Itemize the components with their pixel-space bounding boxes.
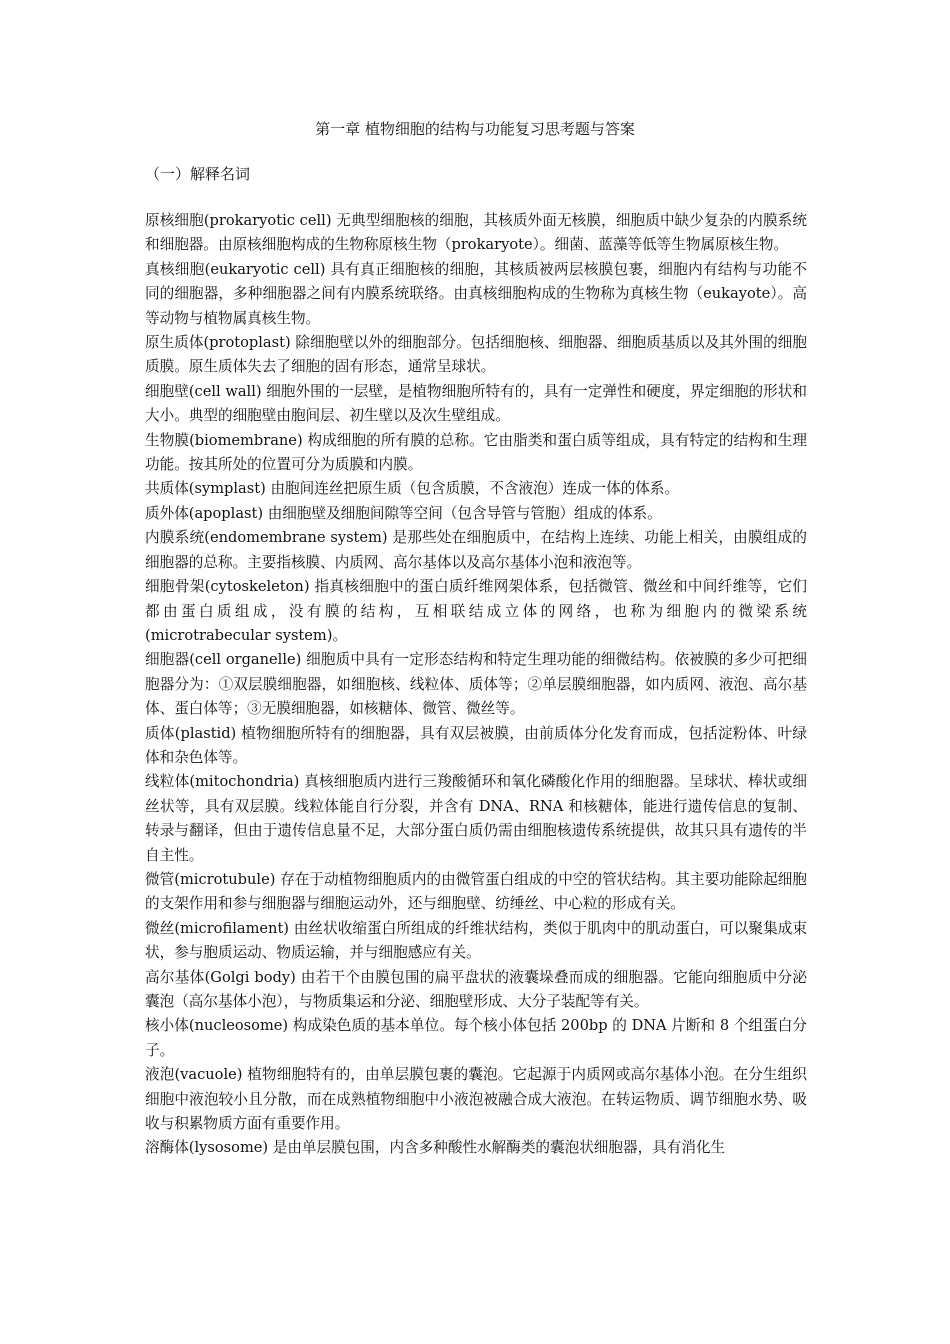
term-plastid: 质体(plastid) 植物细胞所特有的细胞器，具有双层被膜，由前质体分化发育而成，包括淀粉体、叶绿体和杂色体等。 bbox=[145, 724, 807, 766]
term-apoplast: 质外体(apoplast) 由细胞壁及细胞间隙等空间（包含导管与管胞）组成的体系。 bbox=[145, 504, 662, 522]
term-symplast: 共质体(symplast) 由胞间连丝把原生质（包含质膜，不含液泡）连成一体的体系。 bbox=[145, 480, 680, 498]
term-cell-organelle: 细胞器(cell organelle) 细胞质中具有一定形态结构和特定生理功能的细微结构。依被膜的多少可把细胞器分为：①双层膜细胞器，如细胞核、线粒体、质体等；②单层膜细胞器，如内质网、液泡、高尔基体、蛋白体等；③无膜细胞器，如核糖体、微管、微丝等。 bbox=[145, 651, 807, 718]
term-definitions bbox=[145, 209, 807, 1161]
term-prokaryotic-cell: 原核细胞(prokaryotic cell) 无典型细胞核的细胞，其核质外面无核膜，细胞质中缺少复杂的内膜系统和细胞器。由原核细胞构成的生物称原核生物（prokaryote）。细菌、蓝藻等低等生物属原核生物。 bbox=[145, 212, 807, 254]
term-microfilament: 微丝(microfilament) 由丝状收缩蛋白所组成的纤维状结构，类似于肌肉中的肌动蛋白，可以聚集成束状，参与胞质运动、物质运输，并与细胞感应有关。 bbox=[145, 919, 807, 962]
term-protoplast: 原生质体(protoplast) 除细胞壁以外的细胞部分。包括细胞核、细胞器、细胞质基质以及其外围的细胞质膜。原生质体失去了细胞的固有形态，通常呈球状。 bbox=[145, 334, 807, 376]
term-nucleosome: 核小体(nucleosome) 构成染色质的基本单位。每个核小体包括 200bp 的 DNA 片断和 8 个组蛋白分子。 bbox=[145, 1017, 807, 1059]
term-mitochondria: 线粒体(mitochondria) 真核细胞质内进行三羧酸循环和氧化磷酸化作用的细胞器。呈球状、棒状或细丝状等，具有双层膜。线粒体能自行分裂，并含有 DNA、RNA 和核糖体，能进行遗传信息的复制、转录与翻译，但由于遗传信息量不足，大部分蛋白质仍需由细胞核遗传系统提供，故其只具有遗传的半自主性。 bbox=[145, 773, 807, 864]
term-lysosome: 溶酶体(lysosome) 是由单层膜包围，内含多种酸性水解酶类的囊泡状细胞器，具有消化生 bbox=[145, 1139, 726, 1157]
term-vacuole: 液泡(vacuole) 植物细胞特有的，由单层膜包裹的囊泡。它起源于内质网或高尔基体小泡。在分生组织细胞中液泡较小且分散，而在成熟植物细胞中小液泡被融合成大液泡。在转运物质、调节细胞水势、吸收与积累物质方面有重要作用。 bbox=[145, 1066, 807, 1133]
term-microtubule: 微管(microtubule) 存在于动植物细胞质内的由微管蛋白组成的中空的管状结构。其主要功能除起细胞的支架作用和参与细胞器与细胞运动外，还与细胞壁、纺缍丝、中心粒的形成有关。 bbox=[145, 870, 807, 913]
term-eukaryotic-cell: 真核细胞(eukaryotic cell) 具有真正细胞核的细胞，其核质被两层核膜包裹，细胞内有结构与功能不同的细胞器，多种细胞器之间有内膜系统联络。由真核细胞构成的生物称为真核生物（eukayote）。高等动物与植物属真核生物。 bbox=[145, 260, 807, 327]
term-endomembrane-system: 内膜系统(endomembrane system) 是那些处在细胞质中，在结构上连续、功能上相关，由膜组成的细胞器的总称。主要指核膜、内质网、高尔基体以及高尔基体小泡和液泡等。 bbox=[145, 529, 807, 571]
term-golgi-body: 高尔基体(Golgi body) 由若干个由膜包围的扁平盘状的液囊垛叠而成的细胞器。它能向细胞质中分泌囊泡（高尔基体小泡），与物质集运和分泌、细胞壁形成、大分子装配等有关。 bbox=[145, 968, 807, 1010]
chapter-title: 第一章 植物细胞的结构与功能复习思考题与答案 bbox=[315, 120, 635, 138]
section-heading: （一）解释名词 bbox=[145, 165, 251, 183]
term-biomembrane: 生物膜(biomembrane) 构成细胞的所有膜的总称。它由脂类和蛋白质等组成，具有特定的结构和生理功能。按其所处的位置可分为质膜和内膜。 bbox=[145, 431, 807, 474]
term-cytoskeleton: 细胞骨架(cytoskeleton) 指真核细胞中的蛋白质纤维网架体系，包括微管、微丝和中间纤维等，它们都由蛋白质组成，没有膜的结构，互相联结成立体的网络，也称为细胞内的微梁系统(microtrabecular system)。 bbox=[145, 578, 807, 644]
term-cell-wall: 细胞壁(cell wall) 细胞外围的一层壁，是植物细胞所特有的，具有一定弹性和硬度，界定细胞的形状和大小。典型的细胞壁由胞间层、初生壁以及次生壁组成。 bbox=[145, 382, 807, 425]
